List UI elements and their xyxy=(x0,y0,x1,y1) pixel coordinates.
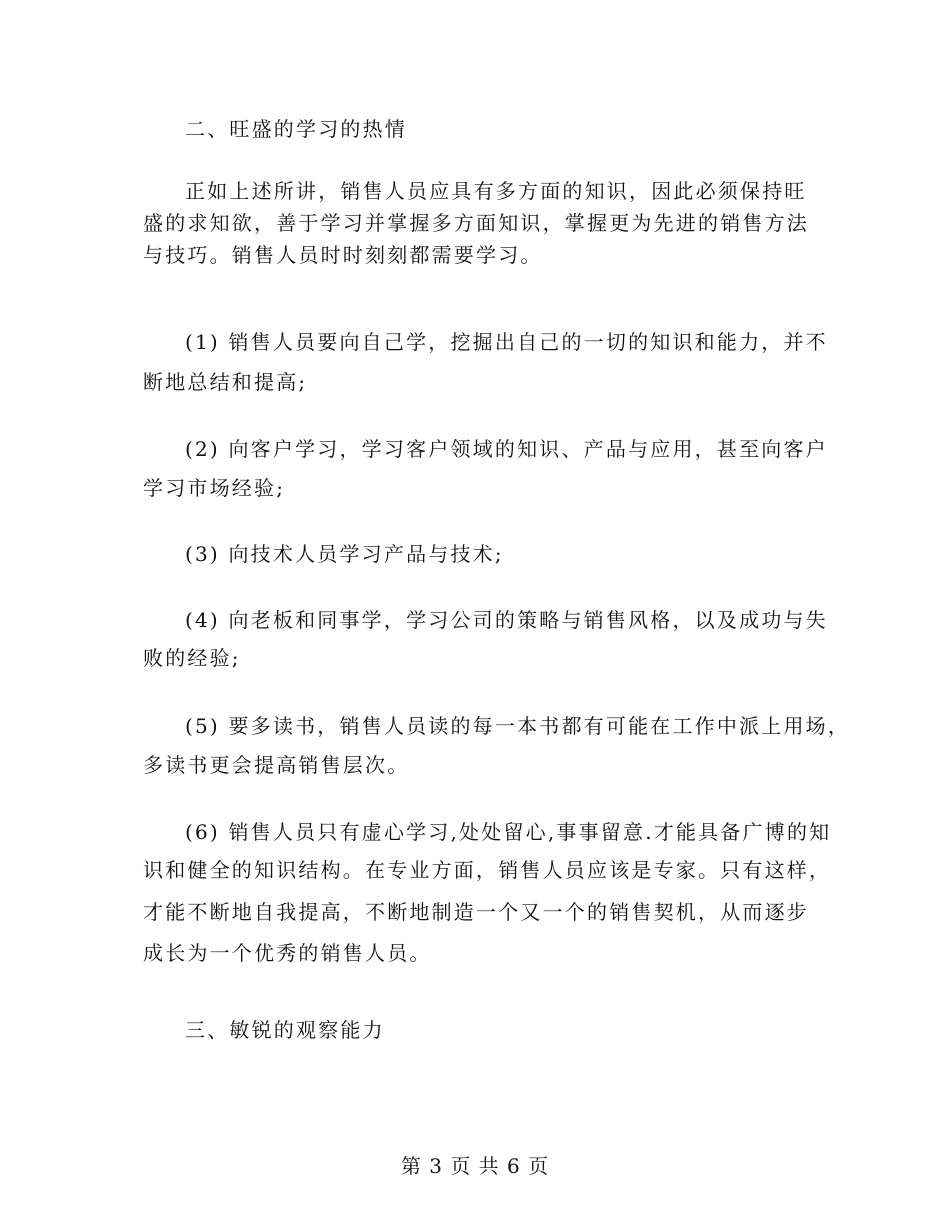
paragraph-line: 与技巧。销售人员时时刻刻都需要学习。 xyxy=(143,243,543,267)
section-heading: 二、旺盛的学习的热情 xyxy=(185,117,407,141)
section-heading: 三、敏锐的观察能力 xyxy=(185,1018,385,1042)
list-item-line: 多读书更会提高销售层次。 xyxy=(143,753,410,777)
list-item-line: (2) 向客户学习，学习客户领域的知识、产品与应用，甚至向客户 xyxy=(185,437,828,461)
list-item-line: (3) 向技术人员学习产品与技术; xyxy=(185,542,504,566)
paragraph-line: 盛的求知欲，善于学习并掌握多方面知识，掌握更为先进的销售方法 xyxy=(143,211,809,235)
list-item-line: 识和健全的知识结构。在专业方面，销售人员应该是专家。只有这样， xyxy=(143,858,832,882)
list-item-line: (4) 向老板和同事学，学习公司的策略与销售风格，以及成功与失 xyxy=(185,608,828,632)
paragraph-line: 正如上述所讲，销售人员应具有多方面的知识，因此必须保持旺 xyxy=(185,179,807,203)
list-item-line: 断地总结和提高; xyxy=(143,370,308,394)
list-item-line: 才能不断地自我提高，不断地制造一个又一个的销售契机，从而逐步 xyxy=(143,900,809,924)
list-item-line: 学习市场经验; xyxy=(143,476,286,500)
list-item-line: (6) 销售人员只有虚心学习,处处留心,事事留意.才能具备广博的知 xyxy=(185,820,832,844)
list-item-line: (5) 要多读书，销售人员读的每一本书都有可能在工作中派上用场， xyxy=(185,714,851,738)
list-item-line: 败的经验; xyxy=(143,646,241,670)
page-number: 第 3 页 共 6 页 xyxy=(400,1154,550,1178)
list-item-line: (1) 销售人员要向自己学，挖掘出自己的一切的知识和能力，并不 xyxy=(185,330,828,354)
list-item-line: 成长为一个优秀的销售人员。 xyxy=(143,941,432,965)
